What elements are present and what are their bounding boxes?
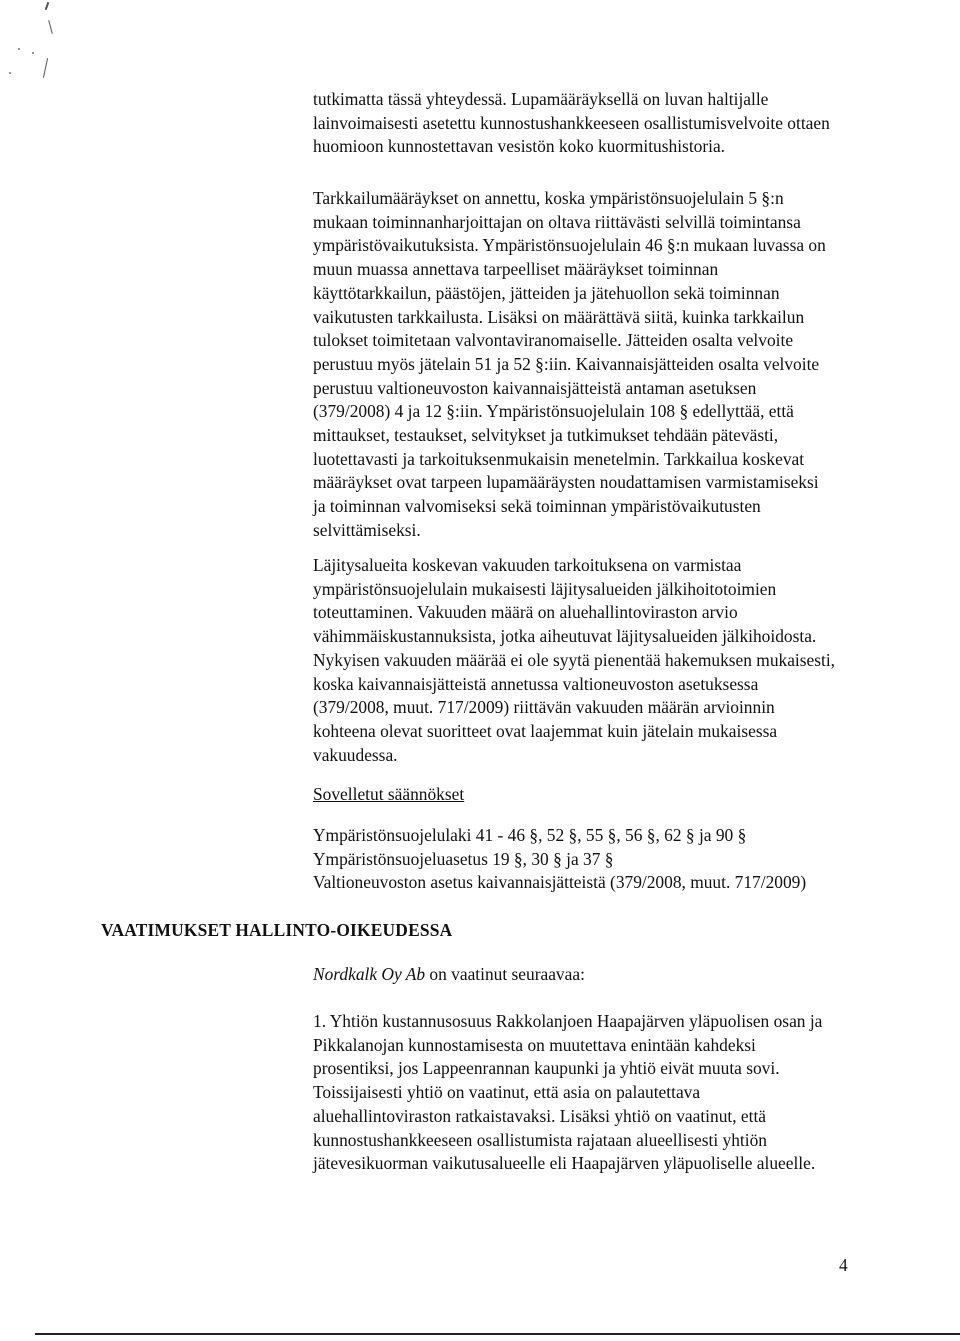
scan-artifact <box>45 2 50 10</box>
scan-artifact <box>18 48 20 50</box>
paragraph-1 <box>313 88 893 159</box>
page-number: 4 <box>839 1255 848 1275</box>
text-line: toteuttaminen. Vakuuden määrä on aluehallintoviraston arvio <box>313 602 738 623</box>
paragraph-3 <box>313 554 893 767</box>
provision-item: Valtioneuvoston asetus kaivannaisjätteistä (379/2008, muut. 717/2009) <box>313 872 807 893</box>
text-line: ympäristönsuojelulain mukaisesti läjitysalueiden jälkihoitotoimien <box>313 578 777 599</box>
text-line: Läjitysalueita koskevan vakuuden tarkoituksena on varmistaa <box>313 555 742 575</box>
text-line: Pikkalanojan kunnostamisesta on muutettava enintään kahdeksi <box>313 1034 756 1055</box>
text-line: (379/2008) 4 ja 12 §:iin. Ympäristönsuojelulain 108 § edellyttää, että <box>313 401 794 422</box>
applied-provisions-list <box>313 824 893 895</box>
text-line: kohteena olevat suoritteet ovat laajemmat kuin jätelain mukaisessa <box>313 720 778 741</box>
scan-artifact <box>48 20 53 34</box>
text-line: mittaukset, testaukset, selvitykset ja tutkimukset tehdään pätevästi, <box>313 425 779 446</box>
text-line: määräykset ovat tarpeen lupamääräysten noudattamisen varmistamiseksi <box>313 472 819 493</box>
text-line: ympäristövaikutuksista. Ympäristönsuojelulain 46 §:n mukaan luvassa on <box>313 235 826 256</box>
text-line: ja toiminnan valvomiseksi sekä toiminnan ympäristövaikutusten <box>313 496 761 517</box>
applied-provisions-heading: Sovelletut säännökset <box>313 784 465 804</box>
provision-item: Ympäristönsuojelulaki 41 - 46 §, 52 §, 55 §, 56 §, 62 § ja 90 § <box>313 825 747 845</box>
text-line: selvittämiseksi. <box>313 519 421 540</box>
scan-artifact <box>9 72 11 74</box>
text-line: muun muassa annettava tarpeelliset määräykset toiminnan <box>313 259 719 280</box>
text-line: perustuu valtioneuvoston kaivannaisjätteistä antaman asetuksen <box>313 377 757 398</box>
claimant-text: on vaatinut seuraavaa: <box>429 964 585 984</box>
text-line: jätevesikuorman vaikutusalueelle eli Haapajärven yläpuoliselle alueelle. <box>313 1153 816 1174</box>
text-line: kunnostushankkeeseen osallistumista rajataan alueellisesti yhtiön <box>313 1129 767 1150</box>
text-line: luotettavasti ja tarkoituksenmukaisin menetelmin. Tarkkailua koskevat <box>313 448 805 469</box>
section-heading: VAATIMUKSET HALLINTO-OIKEUDESSA <box>101 920 453 940</box>
claimant-name: Nordkalk Oy Ab <box>313 964 426 984</box>
text-line: vähimmäiskustannuksista, jotka aiheutuvat läjitysalueiden jälkihoidosta. <box>313 626 817 647</box>
text-line: Tarkkailumääräykset on annettu, koska ympäristönsuojelulain 5 §:n <box>313 188 784 208</box>
text-line: huomioon kunnostettavan vesistön koko kuormitushistoria. <box>313 136 726 157</box>
text-line: aluehallintoviraston ratkaistavaksi. Lisäksi yhtiö on vaatinut, että <box>313 1105 767 1126</box>
paragraph-2 <box>313 187 893 543</box>
text-line: vaikutusten tarkkailusta. Lisäksi on määrättävä siitä, kuinka tarkkailun <box>313 306 805 327</box>
scan-artifact <box>43 58 48 78</box>
text-line: mukaan toiminnanharjoittajan on oltava riittävästi selvillä toimintansa <box>313 211 801 232</box>
claimant-line <box>313 963 585 987</box>
text-line: vakuudessa. <box>313 744 398 765</box>
text-line: 1. Yhtiön kustannusosuus Rakkolanjoen Haapajärven yläpuolisen osan ja <box>313 1011 823 1031</box>
text-line: tutkimatta tässä yhteydessä. Lupamääräyksellä on luvan haltijalle <box>313 89 769 109</box>
text-line: prosentiksi, jos Lappeenrannan kaupunki ja yhtiö eivät muuta sovi. <box>313 1058 780 1079</box>
text-line: tulokset toimitetaan valvontaviranomaiselle. Jätteiden osalta velvoite <box>313 330 794 351</box>
text-line: Nykyisen vakuuden määrää ei ole syytä pienentää hakemuksen mukaisesti, <box>313 649 836 670</box>
bottom-rule <box>35 1333 960 1335</box>
scan-artifact <box>32 52 34 54</box>
text-line: Toissijaisesti yhtiö on vaatinut, että asia on palautettava <box>313 1082 701 1103</box>
text-line: perustuu myös jätelain 51 ja 52 §:iin. Kaivannaisjätteiden osalta velvoite <box>313 353 820 374</box>
text-line: lainvoimaisesti asetettu kunnostushankkeeseen osallistumisvelvoite ottaen <box>313 112 830 133</box>
text-line: käyttötarkkailun, päästöjen, jätteiden ja jätehuollon sekä toiminnan <box>313 282 780 303</box>
text-line: koska kaivannaisjätteistä annetussa valtioneuvoston asetuksessa <box>313 673 759 694</box>
provision-item: Ympäristönsuojeluasetus 19 §, 30 § ja 37 § <box>313 848 614 869</box>
text-line: (379/2008, muut. 717/2009) riittävän vakuuden määrän arvioinnin <box>313 697 775 718</box>
paragraph-4 <box>313 1010 893 1176</box>
